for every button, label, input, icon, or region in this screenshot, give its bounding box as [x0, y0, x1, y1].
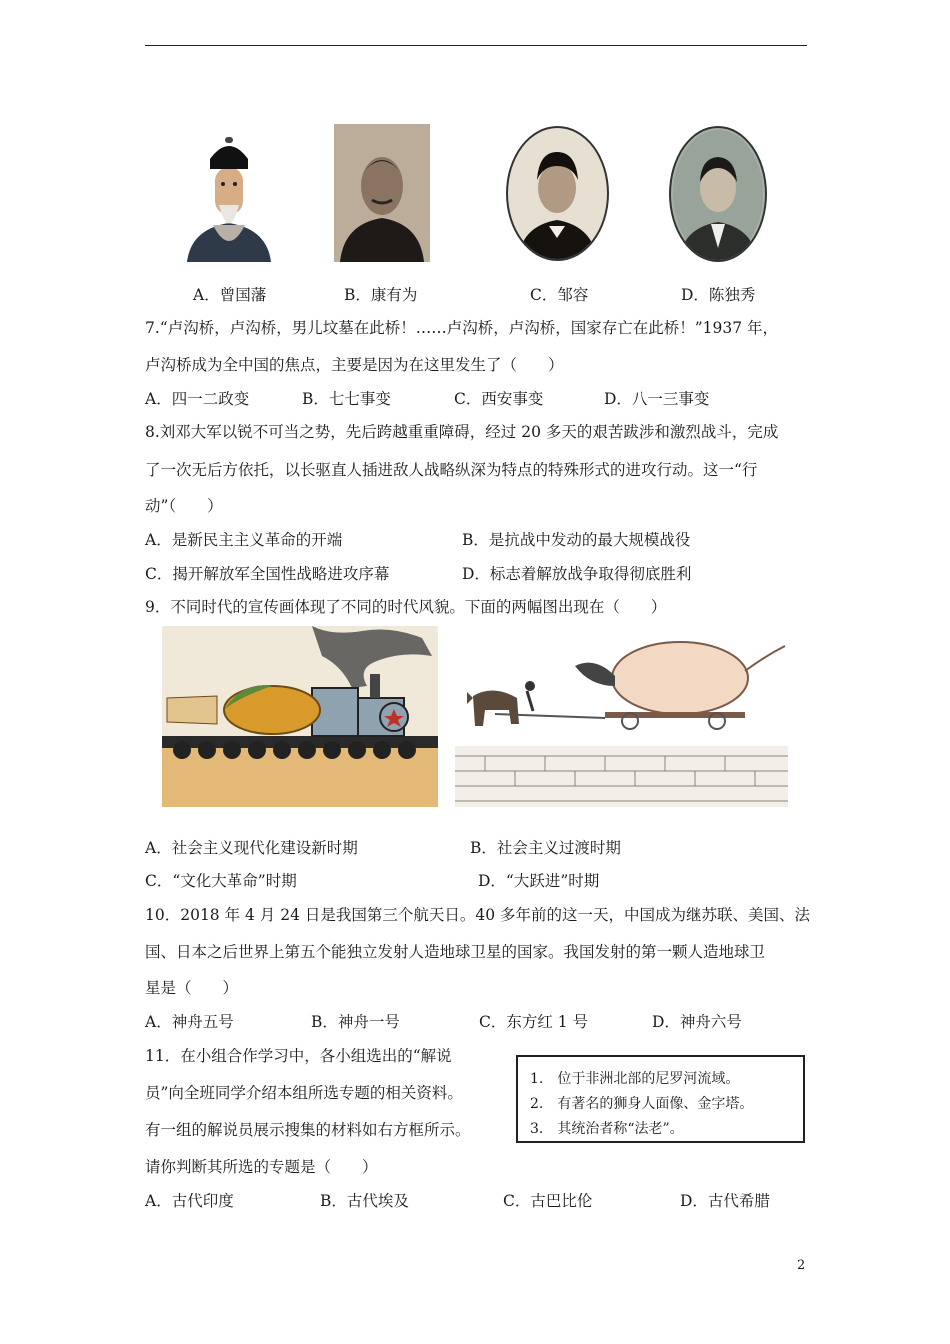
q9-option-c: C．“文化大革命”时期 [145, 872, 297, 890]
portrait-option-d: D．陈独秀 [681, 286, 756, 304]
portrait-zeng-guofan [183, 127, 275, 262]
q10-option-b: B．神舟一号 [311, 1013, 400, 1031]
q8-stem-line-3: 动”（ ） [145, 497, 223, 515]
q11-stem-line-3: 有一组的解说员展示搜集的材料如右方框所示。 [145, 1121, 471, 1139]
q11-material-line-1: 1. 位于非洲北部的尼罗河流域。 [530, 1071, 740, 1087]
q11-material-line-2: 2. 有著名的狮身人面像、金字塔。 [530, 1096, 754, 1112]
q10-stem-line-2: 国、日本之后世界上第五个能独立发射人造地球卫星的国家。我国发射的第一颗人造地球卫 [145, 943, 766, 961]
portrait-option-b: B．康有为 [344, 286, 418, 304]
q8-stem-line-1: 8.刘邓大军以锐不可当之势，先后跨越重重障碍，经过 20 多天的艰苦跋涉和激烈战斗，完成 [145, 423, 779, 441]
q11-option-c: C．古巴比伦 [503, 1192, 593, 1210]
q7-stem-line-1: 7.“卢沟桥，卢沟桥，男儿坟墓在此桥！……卢沟桥，卢沟桥，国家存亡在此桥！”1937 年， [145, 319, 779, 337]
q7-stem-line-2: 卢沟桥成为全中国的焦点，主要是因为在这里发生了（ ） [145, 356, 564, 374]
q8-option-c: C．揭开解放军全国性战略进攻序幕 [145, 565, 390, 583]
q11-material-box [516, 1055, 805, 1143]
q7-option-c: C．西安事变 [454, 390, 544, 408]
q11-stem-line-1: 11．在小组合作学习中，各小组选出的“解说 [145, 1047, 452, 1065]
q8-option-b: B．是抗战中发动的最大规模战役 [462, 531, 691, 549]
q10-option-d: D．神舟六号 [652, 1013, 742, 1031]
q11-option-a: A．古代印度 [145, 1192, 234, 1210]
q9-option-d: D．“大跃进”时期 [478, 872, 600, 890]
portrait-chen-duxiu [669, 126, 767, 262]
portrait-kang-youwei [334, 124, 430, 262]
page-number: 2 [797, 1258, 806, 1273]
poster-train-corn [162, 626, 438, 807]
q8-option-a: A．是新民主主义革命的开端 [145, 531, 343, 549]
q11-stem-line-2: 员”向全班同学介绍本组所选专题的相关资料。 [145, 1084, 463, 1102]
header-rule [145, 45, 807, 46]
q10-option-c: C．东方红 1 号 [479, 1013, 589, 1031]
q11-option-b: B．古代埃及 [320, 1192, 409, 1210]
q11-material-line-3: 3. 其统治者称“法老”。 [530, 1121, 684, 1137]
q10-stem-line-3: 星是（ ） [145, 979, 239, 997]
q7-option-d: D．八一三事变 [604, 390, 710, 408]
q9-option-a: A．社会主义现代化建设新时期 [145, 839, 358, 857]
q11-stem-line-4: 请你判断其所选的专题是（ ） [145, 1158, 378, 1176]
q10-stem-line-1: 10．2018 年 4 月 24 日是我国第三个航天日。40 多年前的这一天，中国成为继苏联、美国、法 [145, 906, 811, 924]
q10-option-a: A．神舟五号 [145, 1013, 234, 1031]
q8-stem-line-2: 了一次无后方依托，以长驱直人插进敌人战略纵深为特点的特殊形式的进攻行动。这一“行 [145, 461, 758, 479]
q8-option-d: D．标志着解放战争取得彻底胜利 [462, 565, 692, 583]
q7-option-b: B．七七事变 [302, 390, 391, 408]
q9-option-b: B．社会主义过渡时期 [470, 839, 621, 857]
q9-stem: 9．不同时代的宣传画体现了不同的时代风貌。下面的两幅图出现在（ ） [145, 598, 667, 616]
portrait-option-a: A．曾国藩 [193, 286, 267, 304]
poster-ox-cart-radish [455, 626, 788, 807]
portrait-zou-rong [506, 126, 609, 261]
portrait-option-c: C．邹容 [530, 286, 589, 304]
q11-option-d: D．古代希腊 [680, 1192, 770, 1210]
q7-option-a: A．四一二政变 [145, 390, 250, 408]
